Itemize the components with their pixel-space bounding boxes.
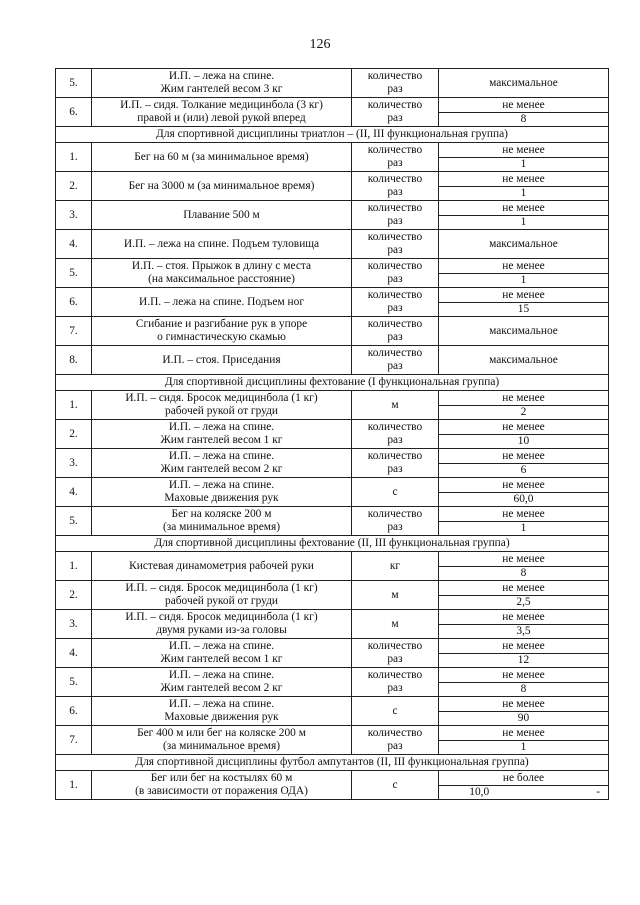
table-row [56, 697, 609, 726]
exercise-line-1: И.П. – лежа на спине. [168, 640, 275, 652]
value-qualifier: не менее [439, 639, 608, 654]
row-number: 5. [56, 259, 92, 288]
row-number: 5. [56, 507, 92, 536]
row-number: 5. [56, 69, 92, 98]
exercise-line-2: Жим гантелей весом 3 кг [160, 83, 283, 95]
unit-line-1: количество [367, 640, 423, 652]
unit-cell [352, 726, 439, 755]
value-qualifier: не менее [439, 391, 608, 406]
unit-cell [352, 143, 439, 172]
table-row [56, 69, 609, 98]
unit-line-1: количество [367, 173, 423, 185]
unit-line-2: раз [387, 434, 403, 446]
unit-line-2: раз [387, 83, 403, 95]
unit-line-2: раз [387, 521, 403, 533]
value-number: 2,5 [516, 596, 531, 608]
exercise-line-1: Бег 400 м или бег на коляске 200 м [137, 727, 306, 739]
value-number: 1 [520, 522, 527, 534]
exercise-cell [92, 201, 352, 230]
unit-line-2: раз [387, 112, 403, 124]
value-number: 90 [517, 712, 530, 724]
unit-line-2: раз [387, 244, 403, 256]
table-row [56, 507, 609, 536]
value-cell [439, 668, 609, 697]
value-qualifier: не менее [439, 449, 608, 464]
table-row [56, 478, 609, 507]
row-number: 2. [56, 581, 92, 610]
value-text: максимальное [489, 353, 558, 366]
unit-cell [352, 69, 439, 98]
unit-line-1: количество [367, 99, 423, 111]
unit-line-1: м [391, 398, 399, 411]
value-qualifier: не менее [439, 726, 608, 741]
value-qualifier: не менее [439, 172, 608, 187]
unit-line-1: с [392, 704, 398, 717]
value-number: 8 [520, 567, 527, 579]
exercise-line-1: И.П. – лежа на спине. Подъем ног [139, 295, 304, 308]
value-qualifier: не менее [439, 201, 608, 216]
row-number: 4. [56, 639, 92, 668]
exercise-line-2: правой и (или) левой рукой вперед [137, 112, 306, 124]
value-number: 8 [520, 683, 527, 695]
unit-line-2: раз [387, 302, 403, 314]
exercise-cell [92, 581, 352, 610]
exercise-line-1: И.П. – лежа на спине. [168, 669, 275, 681]
value-text: максимальное [489, 237, 558, 250]
exercise-cell [92, 771, 352, 800]
exercise-cell [92, 69, 352, 98]
section-title: Для спортивной дисциплины фехтование (II, III функциональная группа) [56, 536, 609, 552]
value-number: 10 [517, 435, 530, 447]
value-qualifier: не менее [439, 259, 608, 274]
value-qualifier: не менее [439, 552, 608, 567]
table-row [56, 639, 609, 668]
table-row [56, 98, 609, 127]
value-cell [439, 639, 609, 668]
unit-cell [352, 259, 439, 288]
section-header-row [56, 755, 609, 771]
value-cell [439, 726, 609, 755]
unit-cell [352, 552, 439, 581]
unit-line-1: количество [367, 727, 423, 739]
exercise-line-2: рабочей рукой от груди [165, 595, 278, 607]
unit-cell [352, 317, 439, 346]
exercise-line-1: И.П. – лежа на спине. [168, 421, 275, 433]
row-number: 8. [56, 346, 92, 375]
table-row [56, 201, 609, 230]
value-cell [439, 98, 609, 127]
exercise-line-2: о гимнастическую скамью [157, 331, 286, 343]
value-cell [439, 581, 609, 610]
exercise-cell [92, 230, 352, 259]
value-cell [439, 697, 609, 726]
value-dash: - [596, 786, 600, 798]
unit-cell [352, 98, 439, 127]
exercise-line-1: И.П. – сидя. Бросок медицинбола (1 кг) [125, 611, 318, 623]
exercise-line-2: Жим гантелей весом 2 кг [160, 463, 283, 475]
exercise-line-1: И.П. – сидя. Толкание медицинбола (3 кг) [120, 99, 323, 111]
section-title: Для спортивной дисциплины триатлон – (II, III функциональная группа) [56, 127, 609, 143]
section-header-row [56, 375, 609, 391]
table-row [56, 581, 609, 610]
table-row [56, 317, 609, 346]
unit-line-1: количество [367, 144, 423, 156]
table-row [56, 143, 609, 172]
value-cell [439, 317, 609, 346]
value-qualifier: не менее [439, 610, 608, 625]
row-number: 7. [56, 726, 92, 755]
unit-cell [352, 449, 439, 478]
exercise-line-2: (в зависимости от поражения ОДА) [135, 785, 308, 797]
unit-line-1: количество [367, 231, 423, 243]
row-number: 2. [56, 420, 92, 449]
value-cell [439, 391, 609, 420]
exercise-line-2: рабочей рукой от груди [165, 405, 278, 417]
unit-line-1: количество [367, 508, 423, 520]
row-number: 6. [56, 697, 92, 726]
value-row [439, 786, 608, 799]
value-number: 10,0 [469, 786, 490, 798]
unit-line-2: раз [387, 463, 403, 475]
row-number: 4. [56, 230, 92, 259]
value-number: 1 [520, 741, 527, 753]
exercise-line-1: И.П. – лежа на спине. Подъем туловища [123, 237, 320, 250]
exercise-cell [92, 610, 352, 639]
unit-cell [352, 391, 439, 420]
unit-cell [352, 420, 439, 449]
exercise-line-1: Бег на 60 м (за минимальное время) [134, 150, 309, 163]
value-cell [439, 143, 609, 172]
exercise-line-1: Бег на 3000 м (за минимальное время) [128, 179, 315, 192]
unit-line-1: количество [367, 318, 423, 330]
value-cell [439, 507, 609, 536]
row-number: 1. [56, 552, 92, 581]
row-number: 7. [56, 317, 92, 346]
table-row [56, 346, 609, 375]
exercise-cell [92, 288, 352, 317]
exercise-line-2: Жим гантелей весом 1 кг [160, 434, 283, 446]
exercise-line-2: Маховые движения рук [164, 492, 279, 504]
value-qualifier: не менее [439, 697, 608, 712]
section-header-row [56, 536, 609, 552]
unit-line-1: количество [367, 289, 423, 301]
row-number: 3. [56, 449, 92, 478]
value-number: 1 [520, 187, 527, 199]
unit-line-2: раз [387, 682, 403, 694]
exercise-line-2: (на максимальное расстояние) [148, 273, 295, 285]
table-row [56, 230, 609, 259]
unit-cell [352, 507, 439, 536]
unit-line-2: раз [387, 157, 403, 169]
value-cell [439, 172, 609, 201]
table-row [56, 391, 609, 420]
unit-line-1: количество [367, 421, 423, 433]
exercise-cell [92, 449, 352, 478]
exercise-line-2: (за минимальное время) [162, 521, 281, 533]
row-number: 1. [56, 143, 92, 172]
value-qualifier: не менее [439, 98, 608, 113]
value-cell [439, 420, 609, 449]
unit-line-1: количество [367, 347, 423, 359]
unit-line-1: кг [389, 559, 401, 572]
value-number: 60,0 [513, 493, 534, 505]
exercise-cell [92, 391, 352, 420]
exercise-cell [92, 98, 352, 127]
value-qualifier: не менее [439, 507, 608, 522]
value-cell [439, 346, 609, 375]
table-row [56, 668, 609, 697]
section-title: Для спортивной дисциплины фехтование (I функциональная группа) [56, 375, 609, 391]
page-number: 126 [309, 37, 331, 52]
value-cell [439, 449, 609, 478]
value-qualifier: не менее [439, 668, 608, 683]
exercise-line-1: И.П. – сидя. Бросок медицинбола (1 кг) [125, 582, 318, 594]
exercise-line-2: Маховые движения рук [164, 711, 279, 723]
unit-line-1: с [392, 778, 398, 791]
unit-line-1: с [392, 485, 398, 498]
unit-cell [352, 639, 439, 668]
row-number: 5. [56, 668, 92, 697]
unit-cell [352, 201, 439, 230]
exercise-line-1: И.П. – стоя. Прыжок в длину с места [131, 260, 312, 272]
exercise-line-1: И.П. – лежа на спине. [168, 698, 275, 710]
row-number: 3. [56, 610, 92, 639]
value-number: 1 [520, 274, 527, 286]
unit-line-2: раз [387, 186, 403, 198]
unit-cell [352, 581, 439, 610]
table-row [56, 771, 609, 800]
value-cell [439, 552, 609, 581]
unit-line-2: раз [387, 653, 403, 665]
exercise-line-1: Кистевая динамометрия рабочей руки [129, 559, 314, 572]
unit-line-2: раз [387, 215, 403, 227]
exercise-line-1: И.П. – сидя. Бросок медицинбола (1 кг) [125, 392, 318, 404]
norms-table-body [56, 69, 609, 800]
unit-line-1: количество [367, 450, 423, 462]
value-qualifier: не более [439, 771, 608, 786]
unit-cell [352, 172, 439, 201]
exercise-line-1: Бег или бег на костылях 60 м [150, 772, 293, 784]
exercise-line-1: И.П. – лежа на спине. [168, 450, 275, 462]
unit-cell [352, 610, 439, 639]
exercise-cell [92, 668, 352, 697]
unit-cell [352, 771, 439, 800]
unit-line-1: м [391, 617, 399, 630]
unit-cell [352, 668, 439, 697]
exercise-cell [92, 317, 352, 346]
value-number: 1 [520, 158, 527, 170]
unit-cell [352, 697, 439, 726]
value-number: 1 [520, 216, 527, 228]
unit-line-1: количество [367, 260, 423, 272]
unit-line-1: количество [367, 202, 423, 214]
table-row [56, 610, 609, 639]
unit-cell [352, 346, 439, 375]
value-cell [439, 478, 609, 507]
exercise-cell [92, 697, 352, 726]
table-row [56, 420, 609, 449]
value-cell [439, 201, 609, 230]
exercise-line-1: И.П. – лежа на спине. [168, 70, 275, 82]
row-number: 1. [56, 391, 92, 420]
table-row [56, 552, 609, 581]
exercise-cell [92, 507, 352, 536]
exercise-cell [92, 552, 352, 581]
table-row [56, 449, 609, 478]
table-row [56, 288, 609, 317]
unit-line-2: раз [387, 360, 403, 372]
exercise-line-2: Жим гантелей весом 1 кг [160, 653, 283, 665]
value-text: максимальное [489, 76, 558, 89]
exercise-cell [92, 478, 352, 507]
section-header-row [56, 127, 609, 143]
value-number: 15 [517, 303, 530, 315]
value-qualifier: не менее [439, 288, 608, 303]
exercise-cell [92, 639, 352, 668]
exercise-line-1: Плавание 500 м [183, 208, 260, 221]
norms-table [55, 68, 609, 800]
exercise-line-1: Сгибание и разгибание рук в упоре [135, 318, 308, 330]
unit-line-2: раз [387, 740, 403, 752]
unit-line-2: раз [387, 273, 403, 285]
unit-cell [352, 230, 439, 259]
row-number: 3. [56, 201, 92, 230]
value-cell [439, 69, 609, 98]
value-cell [439, 610, 609, 639]
value-cell [439, 288, 609, 317]
exercise-line-1: И.П. – стоя. Приседания [162, 353, 281, 366]
value-qualifier: не менее [439, 581, 608, 596]
value-text: максимальное [489, 324, 558, 337]
exercise-cell [92, 346, 352, 375]
exercise-cell [92, 259, 352, 288]
exercise-line-2: двумя руками из-за головы [156, 624, 287, 636]
value-number: 3,5 [516, 625, 531, 637]
unit-line-2: раз [387, 331, 403, 343]
exercise-cell [92, 726, 352, 755]
unit-cell [352, 478, 439, 507]
exercise-cell [92, 172, 352, 201]
value-number: 6 [520, 464, 527, 476]
exercise-cell [92, 143, 352, 172]
value-cell [439, 230, 609, 259]
exercise-line-2: Жим гантелей весом 2 кг [160, 682, 283, 694]
value-number: 2 [520, 406, 527, 418]
row-number: 6. [56, 98, 92, 127]
value-number: 8 [520, 113, 527, 125]
value-qualifier: не менее [439, 478, 608, 493]
unit-cell [352, 288, 439, 317]
unit-line-1: м [391, 588, 399, 601]
row-number: 2. [56, 172, 92, 201]
exercise-line-1: Бег на коляске 200 м [171, 508, 272, 520]
exercise-line-2: (за минимальное время) [162, 740, 281, 752]
table-row [56, 259, 609, 288]
value-cell [439, 771, 609, 800]
table-row [56, 172, 609, 201]
row-number: 1. [56, 771, 92, 800]
exercise-line-1: И.П. – лежа на спине. [168, 479, 275, 491]
table-row [56, 726, 609, 755]
section-title: Для спортивной дисциплины футбол ампутантов (II, III функциональная группа) [56, 755, 609, 771]
value-qualifier: не менее [439, 143, 608, 158]
value-cell [439, 259, 609, 288]
row-number: 6. [56, 288, 92, 317]
unit-line-1: количество [367, 70, 423, 82]
value-qualifier: не менее [439, 420, 608, 435]
row-number: 4. [56, 478, 92, 507]
value-number: 12 [517, 654, 530, 666]
unit-line-1: количество [367, 669, 423, 681]
exercise-cell [92, 420, 352, 449]
